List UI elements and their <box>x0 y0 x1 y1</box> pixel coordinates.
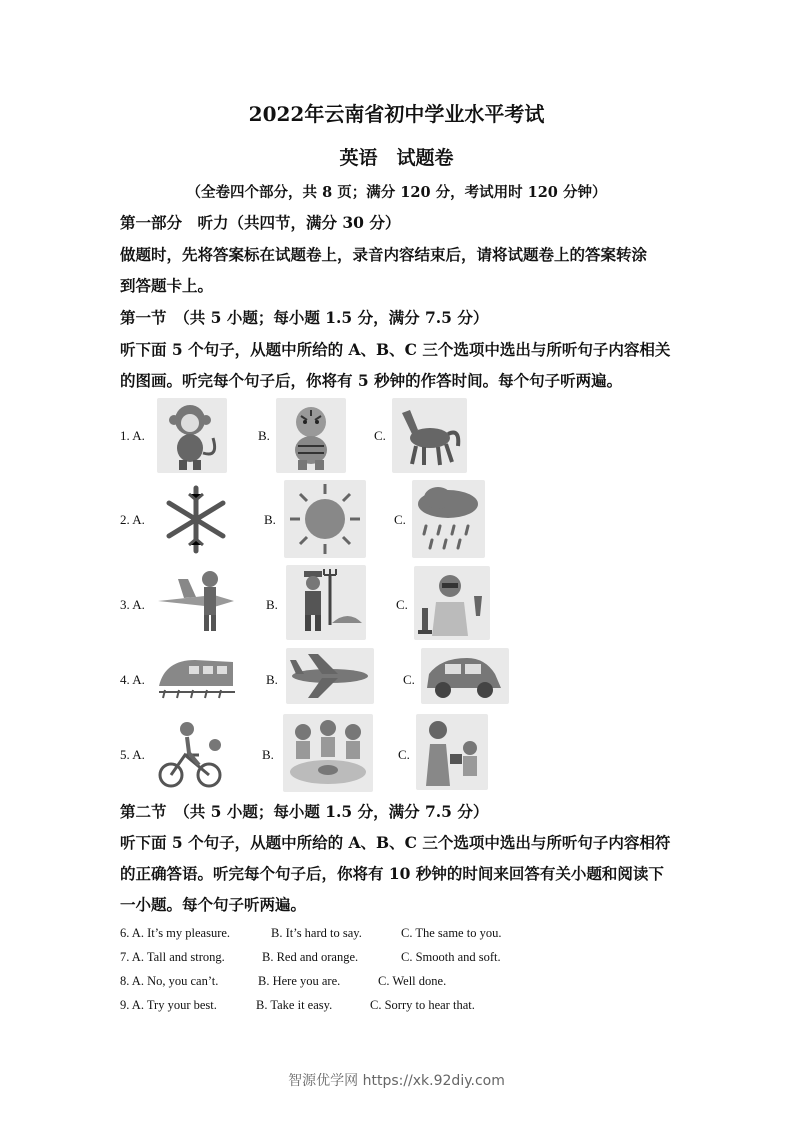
question-4-option-b: B. <box>266 672 278 687</box>
monkey-icon <box>157 398 227 473</box>
question-8-option-b: B. Here you are. <box>258 974 341 988</box>
question-1-option-c: C. <box>374 428 386 443</box>
section1-line2: 的图画。听完每个句子后，你将有 5 秒钟的作答时间。每个句子听两遍。 <box>120 371 623 390</box>
section1-line1: 听下面 5 个句子，从题中所给的 A、B、C 三个选项中选出与所听句子内容相关 <box>120 340 671 359</box>
section2-line2: 的正确答语。听完每个句子后，你将有 10 秒钟的时间来回答有关小题和阅读下 <box>120 864 664 883</box>
question-8-option-a: 8. A. No, you can’t. <box>120 974 219 988</box>
tiger-icon <box>276 398 346 473</box>
question-8-option-c: C. Well done. <box>378 974 447 988</box>
question-6-option-a: 6. A. It’s my pleasure. <box>120 926 231 940</box>
exam-info: （全卷四个部分，共 8 页；满分 120 分，考试用时 120 分钟） <box>186 184 607 201</box>
section2-heading: 第二节 （共 5 小题；每小题 1.5 分，满分 7.5 分） <box>120 802 489 821</box>
section2-line3: 一小题。每个句子听两遍。 <box>120 895 307 914</box>
watermark-footer: 智源优学网 https://xk.92diy.com <box>288 1073 505 1089</box>
car-icon <box>421 648 509 704</box>
section1-heading: 第一节 （共 5 小题；每小题 1.5 分，满分 7.5 分） <box>120 308 489 327</box>
question-5-label: 5. A. <box>120 747 145 762</box>
exam-title: 2022年云南省初中学业水平考试 <box>248 102 545 126</box>
section2-line1: 听下面 5 个句子，从题中所给的 A、B、C 三个选项中选出与所听句子内容相符 <box>120 833 671 852</box>
train-icon <box>155 652 237 702</box>
gift-giving-icon <box>416 714 488 790</box>
question-5-option-c: C. <box>398 747 410 762</box>
question-2-option-b: B. <box>264 512 276 527</box>
question-7-option-c: C. Smooth and soft. <box>401 950 501 964</box>
scientist-icon <box>414 566 490 640</box>
snowflake-icon <box>157 482 235 557</box>
question-1-option-b: B. <box>258 428 270 443</box>
question-6-option-c: C. The same to you. <box>401 926 502 940</box>
horse-icon <box>392 398 467 473</box>
question-7-option-a: 7. A. Tall and strong. <box>120 950 225 964</box>
instruction-line2: 到答题卡上。 <box>120 276 214 295</box>
farmer-icon <box>286 565 366 640</box>
question-6-option-b: B. It’s hard to say. <box>271 926 362 940</box>
question-1-label: 1. A. <box>120 428 145 443</box>
part1-heading: 第一部分 听力（共四节，满分 30 分） <box>120 213 401 232</box>
question-9-option-b: B. Take it easy. <box>256 998 333 1012</box>
question-4-label: 4. A. <box>120 672 145 687</box>
question-9-option-a: 9. A. Try your best. <box>120 998 217 1012</box>
instruction-line1: 做题时，先将答案标在试题卷上，录音内容结束后，请将试题卷上的答案转涂 <box>120 245 648 264</box>
question-3-option-b: B. <box>266 597 278 612</box>
question-4-option-c: C. <box>403 672 415 687</box>
family-meal-icon <box>283 714 373 792</box>
question-2-option-c: C. <box>394 512 406 527</box>
airplane-icon <box>286 648 374 704</box>
question-7-option-b: B. Red and orange. <box>262 950 359 964</box>
question-5-option-b: B. <box>262 747 274 762</box>
question-2-label: 2. A. <box>120 512 145 527</box>
pilot-icon <box>154 565 238 637</box>
exam-subtitle: 英语 试题卷 <box>339 147 454 169</box>
question-3-option-c: C. <box>396 597 408 612</box>
rain-cloud-icon <box>412 480 485 558</box>
cycling-icon <box>155 715 233 791</box>
question-3-label: 3. A. <box>120 597 145 612</box>
question-9-option-c: C. Sorry to hear that. <box>370 998 475 1012</box>
sun-icon <box>284 480 366 558</box>
